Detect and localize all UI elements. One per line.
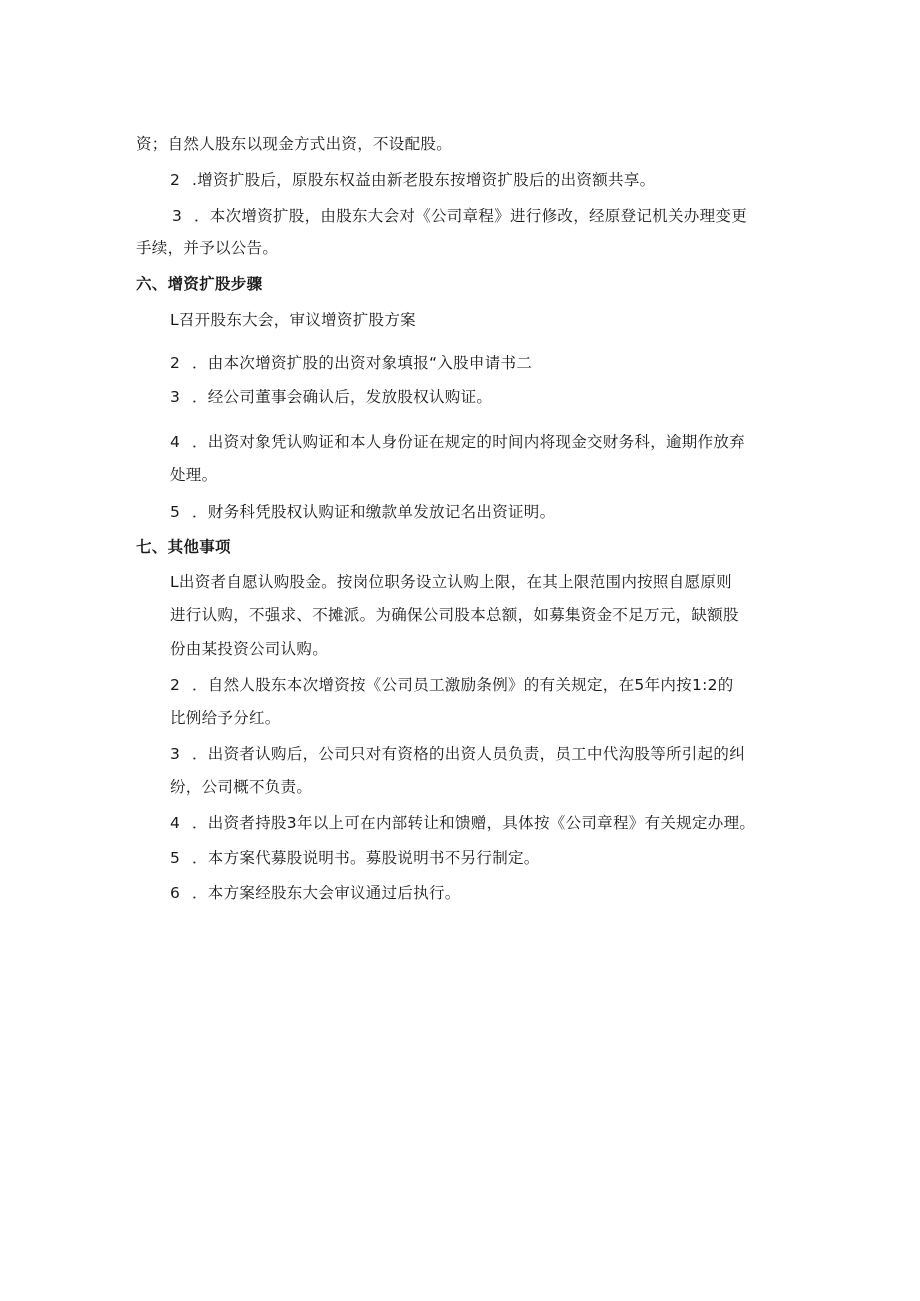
list-item-7-5: [170, 848, 540, 868]
list-item-6-4: [170, 432, 745, 452]
line-text: ．自然人股东本次增资按《公司员工激励条例》的有关规定，在5年内按1:2的: [192, 676, 734, 694]
paragraph-continuation: [170, 708, 281, 728]
line-text: ．由本次增资扩股的出资对象填报“入股申请书二: [192, 354, 533, 372]
section-heading-7: [136, 537, 231, 557]
line-text: ．本方案经股东大会审议通过后执行。: [192, 884, 461, 902]
item-number: 4: [170, 814, 181, 832]
section-heading-6: [136, 274, 262, 294]
list-item-6-3: [170, 387, 492, 407]
paragraph-continuation: [170, 639, 328, 659]
line-text: 资；自然人股东以现金方式出资，不设配股。: [136, 135, 453, 153]
paragraph-continuation: [136, 134, 452, 154]
list-item-6-2: [170, 353, 532, 373]
line-text: L召开股东大会，审议增资扩股方案: [170, 311, 416, 329]
list-item-7-1: [170, 572, 732, 592]
heading-text: 六、增资扩股步骤: [136, 275, 263, 293]
line-text: 进行认购，不强求、不摊派。为确保公司股本总额，如募集资金不足万元，缺额股: [170, 606, 739, 624]
line-text: ．本方案代募股说明书。募股说明书不另行制定。: [192, 849, 540, 867]
heading-text: 七、其他事项: [136, 538, 231, 556]
line-text: 份由某投资公司认购。: [170, 640, 329, 658]
item-number: 5: [170, 849, 181, 867]
list-item-7-4: [170, 813, 755, 833]
list-item-7-2: [170, 675, 734, 695]
line-text: 纷，公司概不负责。: [170, 778, 313, 796]
list-item-7-6: [170, 883, 461, 903]
list-item-6-1: [170, 310, 416, 330]
item-number: 5: [170, 503, 181, 521]
line-text: 处理。: [170, 466, 218, 484]
item-number: 3: [172, 207, 183, 225]
line-text: ．财务科凭股权认购证和缴款单发放记名出资证明。: [192, 503, 556, 521]
item-number: 4: [170, 433, 181, 451]
list-item-7-3: [170, 744, 745, 764]
list-item-5-2: [170, 170, 655, 190]
line-text: ．出资对象凭认购证和本人身份证在规定的时间内将现金交财务科，逾期作放弃: [192, 433, 746, 451]
paragraph-continuation: [170, 777, 312, 797]
line-text: ．出资者认购后，公司只对有资格的出资人员负责，员工中代沟股等所引起的纠: [192, 745, 746, 763]
paragraph-continuation: [170, 465, 217, 485]
line-text: L出资者自愿认购股金。按岗位职务设立认购上限，在其上限范围内按照自愿原则: [170, 573, 732, 591]
list-item-5-3: [172, 206, 747, 226]
item-number: 3: [170, 388, 181, 406]
line-text: 手续，并予以公告。: [136, 239, 279, 257]
list-item-6-5: [170, 502, 555, 522]
line-text: 比例给予分红。: [170, 709, 281, 727]
line-text: ．出资者持股3年以上可在内部转让和馈赠，具体按《公司章程》有关规定办理。: [192, 814, 756, 832]
paragraph-continuation: [136, 238, 278, 258]
item-number: 2: [170, 171, 181, 189]
item-number: 3: [170, 745, 181, 763]
line-text: ．本次增资扩股，由股东大会对《公司章程》进行修改，经原登记机关办理变更: [194, 207, 748, 225]
item-number: 2: [170, 676, 181, 694]
item-number: 6: [170, 884, 181, 902]
paragraph-continuation: [170, 605, 739, 625]
line-text: ．经公司董事会确认后，发放股权认购证。: [192, 388, 493, 406]
item-number: 2: [170, 354, 181, 372]
line-text: .增资扩股后，原股东权益由新老股东按增资扩股后的出资额共享。: [192, 171, 656, 189]
